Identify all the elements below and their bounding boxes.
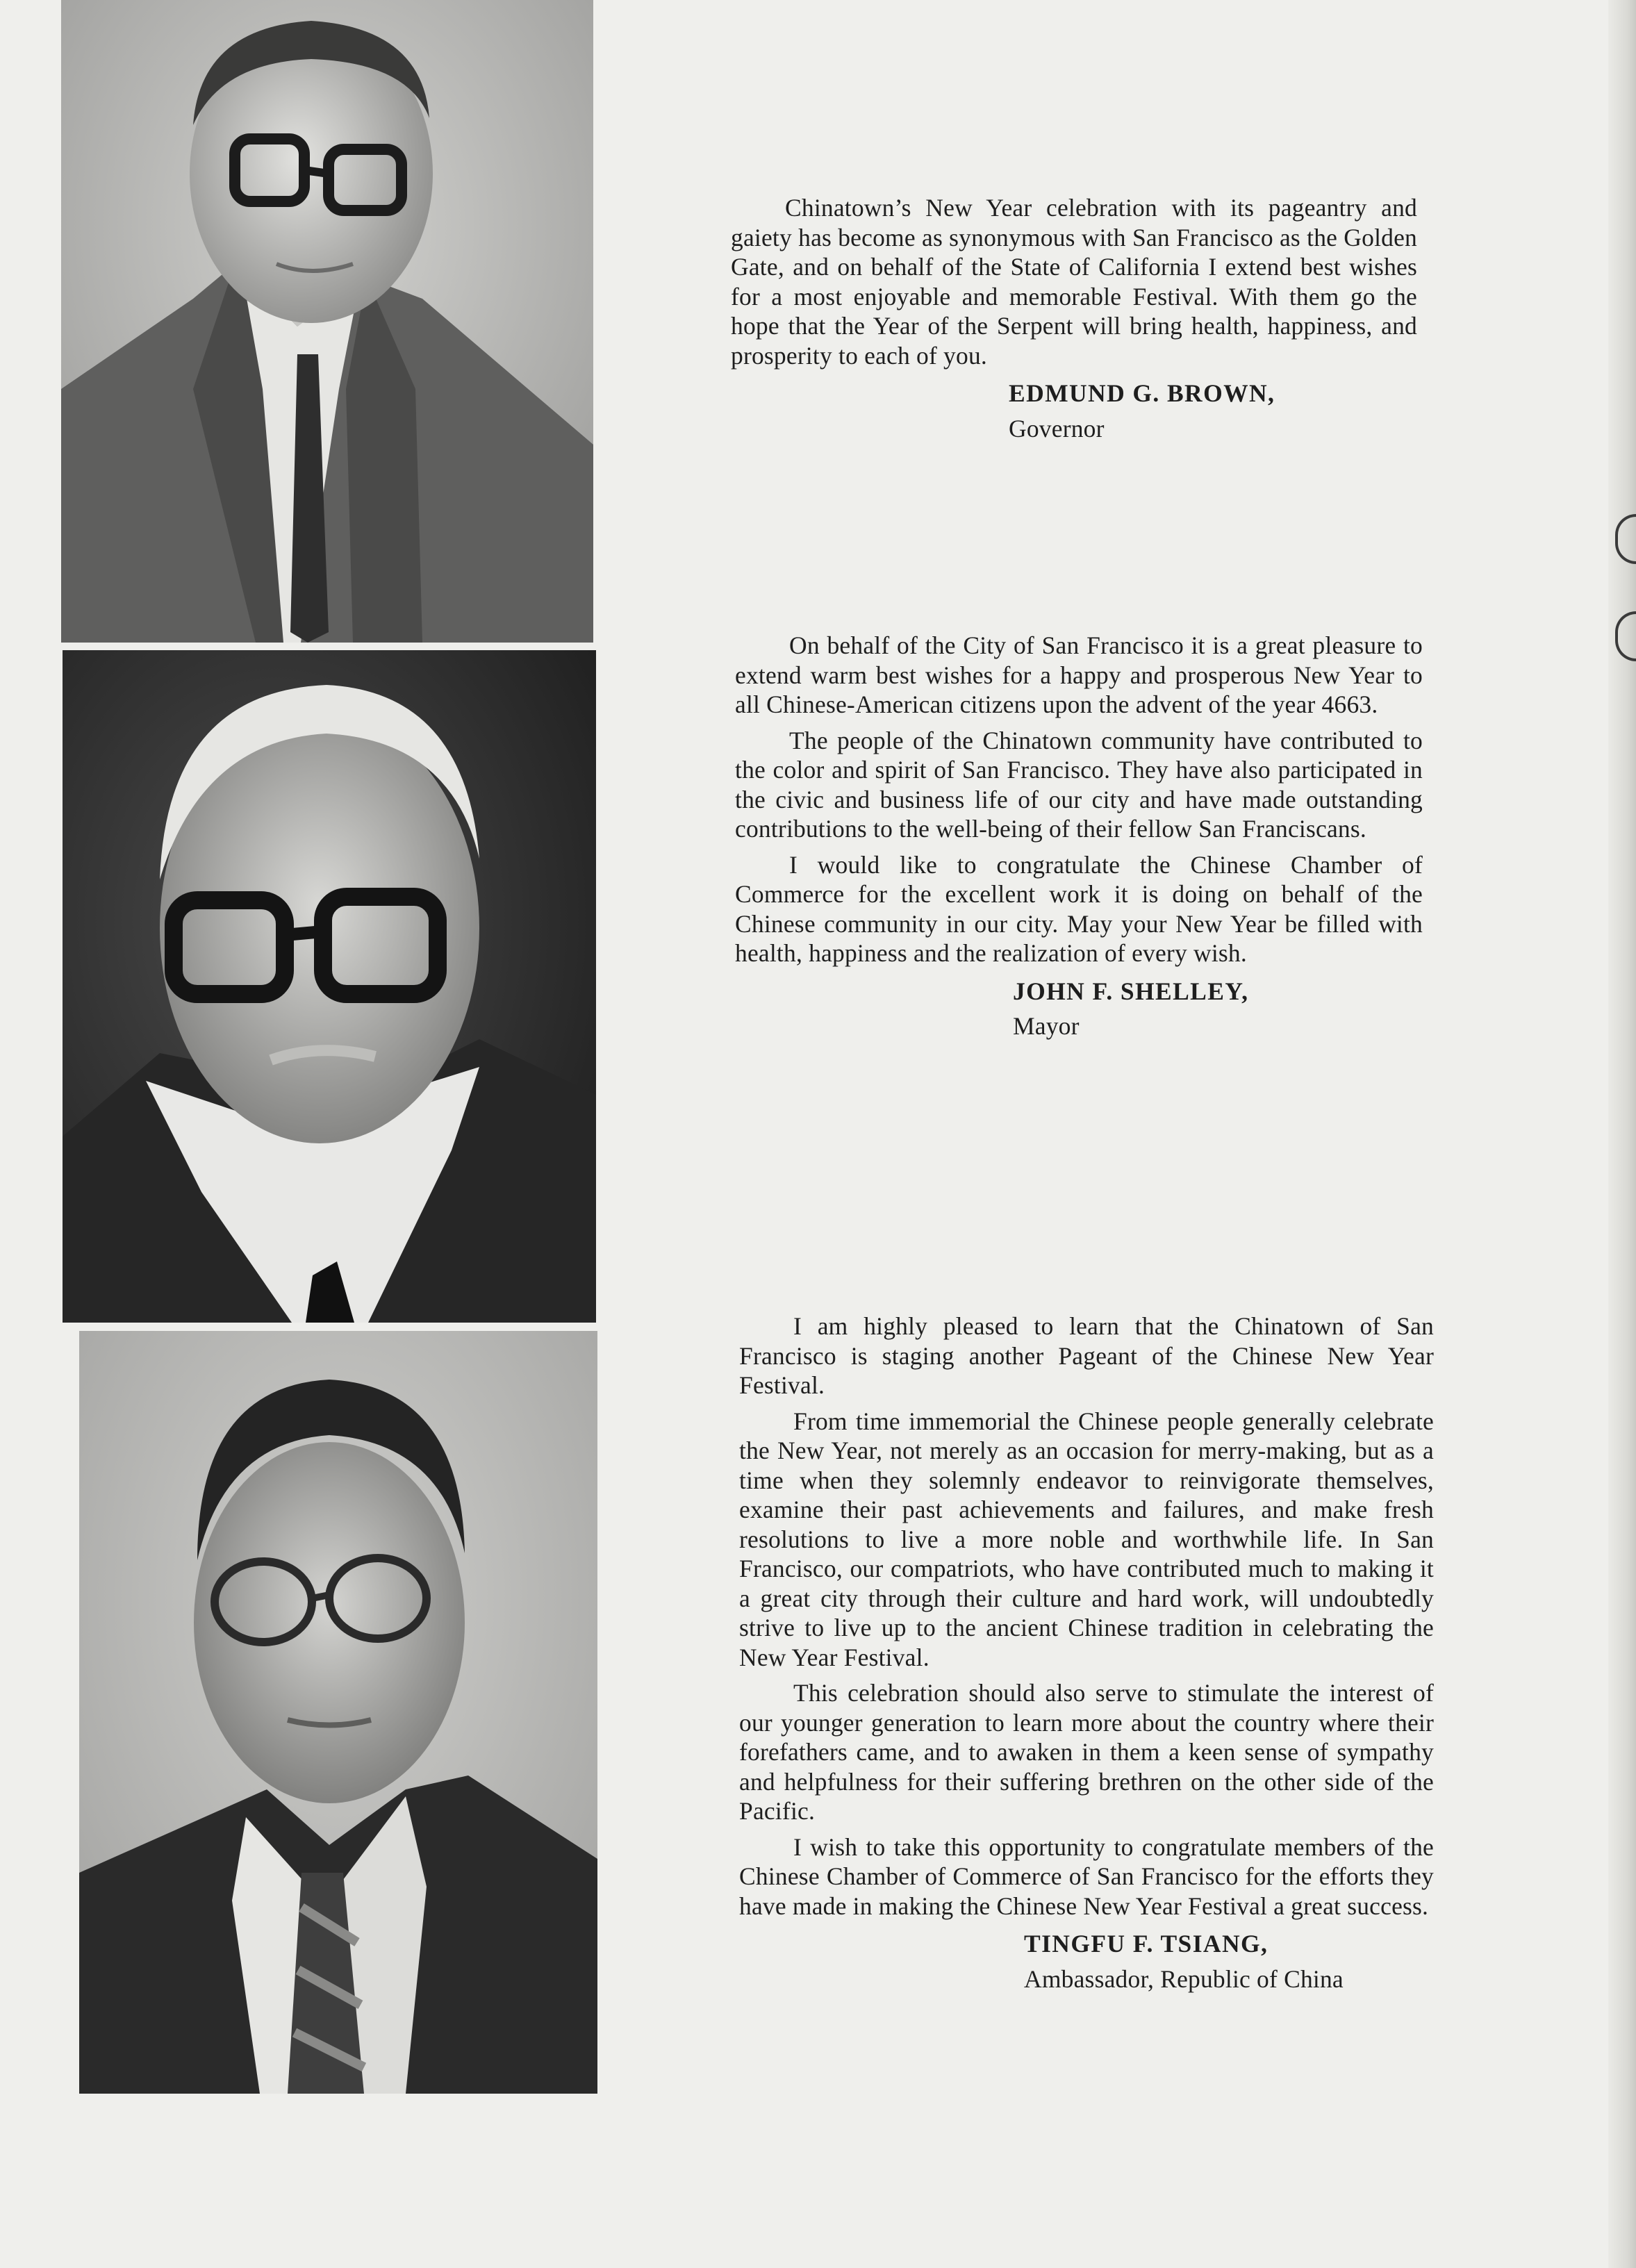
signature-title: Governor bbox=[1009, 414, 1105, 442]
letter-paragraph: The people of the Chinatown community have contributed to the color and spirit of San Francisco. They have also participated in the civic and business life of our city and have made outstanding contributions to the well-being of their fellow San Franciscans. bbox=[735, 726, 1423, 843]
signature-title: Mayor bbox=[1013, 1012, 1080, 1040]
signature-title: Ambassador, Republic of China bbox=[1024, 1964, 1344, 1993]
page-edge bbox=[1608, 0, 1636, 2268]
letter-paragraph: I am highly pleased to learn that the Chinatown of San Francisco is staging another Pageant of the Chinese New Year Festival. bbox=[739, 1312, 1434, 1399]
letter-paragraph: Chinatown’s New Year celebration with its pageantry and gaiety has become as synonymous with San Francisco as the Golden Gate, and on behalf of the State of California I extend best wishes for a most enjoyable and memorable Festival. With them go the hope that the Year of the Serpent will bring health, happiness, and prosperity to each of you. bbox=[731, 194, 1417, 370]
signature-name: EDMUND G. BROWN, bbox=[1009, 379, 1275, 407]
letter-mayor bbox=[735, 631, 1423, 1041]
letter-paragraph: This celebration should also serve to stimulate the interest of our younger generation to learn more about the country where their forefathers came, and to awaken in them a keen sense of sympathy and helpfulness for their suffering brethren on the other side of the Pacific. bbox=[739, 1679, 1434, 1825]
signature-name: TINGFU F. TSIANG, bbox=[1024, 1930, 1269, 1957]
portrait-tingfu-f-tsiang bbox=[79, 1331, 597, 2094]
letter-paragraph: From time immemorial the Chinese people generally celebrate the New Year, not merely as an occasion for merry-making, but as a time when they solemnly endeavor to reinvigorate themselves, examine their past achievements and failures, and make fresh resolutions to live a more noble and worthwhile life. In San Francisco, our compatriots, who have contributed much to making it a great city through their culture and hard work, will undoubtedly strive to live up to the ancient Chinese tradition in celebrating the New Year Festival. bbox=[739, 1407, 1434, 1671]
portrait-edmund-g-brown bbox=[61, 0, 593, 643]
letter-governor bbox=[731, 193, 1417, 443]
signature-name: JOHN F. SHELLEY, bbox=[1013, 977, 1249, 1005]
letter-paragraph: I wish to take this opportunity to congratulate members of the Chinese Chamber of Commerce of San Francisco for the efforts they have made in making the Chinese New Year Festival a great success. bbox=[739, 1832, 1434, 1920]
letter-paragraph: I would like to congratulate the Chinese Chamber of Commerce for the excellent work it is doing on behalf of the Chinese community in our city. May your New Year be filled with health, happiness and the realization of every wish. bbox=[735, 850, 1423, 967]
signature-block bbox=[731, 379, 1417, 443]
signature-block bbox=[739, 1929, 1434, 1994]
portrait-john-f-shelley bbox=[63, 650, 596, 1323]
letter-ambassador bbox=[739, 1311, 1434, 1994]
signature-block bbox=[735, 977, 1423, 1041]
letter-paragraph: On behalf of the City of San Francisco it is a great pleasure to extend warm best wishes for a happy and prosperous New Year to all Chinese-American citizens upon the advent of the year 4663. bbox=[735, 631, 1423, 718]
